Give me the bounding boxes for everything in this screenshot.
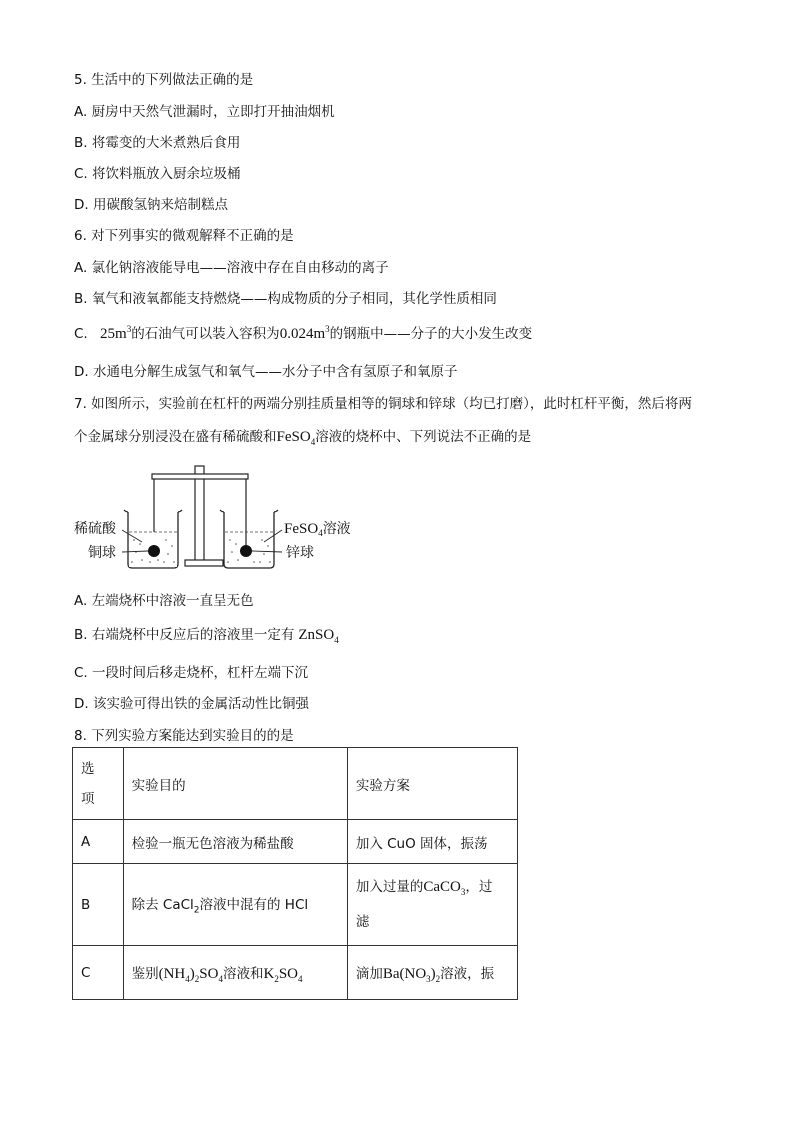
header-plan: 实验方案 xyxy=(347,748,517,820)
label-zinc-ball: 锌球 xyxy=(286,545,314,561)
table-row: B 除去 CaCl$_2$溶液中混有的 HCl 加入过量的CaCO$_3$，过 滤 xyxy=(73,864,518,946)
q5-option-d: D. 用碳酸氢钠来焙制糕点 xyxy=(74,197,228,213)
q6-option-c-end: 的钢瓶中——分子的大小发生改变 xyxy=(329,326,533,342)
q8-table xyxy=(72,747,518,1000)
q5-stem: 5. 生活中的下列做法正确的是 xyxy=(74,72,254,88)
znso4-formula: ZnSO$_4$ xyxy=(298,627,339,645)
label-feso4-solution: FeSO$_4$溶液 xyxy=(284,521,351,538)
q6-option-b: B. 氧气和液氧都能支持燃烧——构成物质的分子相同，其化学性质相同 xyxy=(74,291,497,307)
header-purpose: 实验目的 xyxy=(123,748,347,820)
q7-stem-line1: 7. 如图所示，实验前在杠杆的两端分别挂质量相等的铜球和锌球（均已打磨），此时杠杆平衡，然后将两 xyxy=(74,396,692,412)
q6-option-a: A. 氯化钠溶液能导电——溶液中存在自由移动的离子 xyxy=(74,260,389,276)
header-option: 选 项 xyxy=(73,748,124,820)
q7-stem-line2: 个金属球分别浸没在盛有稀硫酸和FeSO$_4$溶液的烧杯中、下列说法不正确的是 xyxy=(74,429,532,447)
label-dilute-sulfuric-acid: 稀硫酸 xyxy=(74,521,116,537)
q6-option-c-label: C. xyxy=(74,326,88,342)
q7-option-d: D. 该实验可得出铁的金属活动性比铜强 xyxy=(74,696,309,712)
table-row: A 检验一瓶无色溶液为稀盐酸 加入 CuO 固体，振荡 xyxy=(73,820,518,864)
lever-experiment-figure xyxy=(68,462,368,574)
table-row: C 鉴别$(NH_4)_2SO_4$溶液和$K_2SO_4$ 滴加$Ba(NO_3)_2$溶液，振 xyxy=(73,946,518,1000)
q8-stem: 8. 下列实验方案能达到实验目的的是 xyxy=(74,728,294,744)
q6-volume-2: $0.024m^3$ xyxy=(279,324,330,342)
feso4-formula: FeSO$_4$ xyxy=(276,429,316,447)
q6-option-c-mid: 的石油气可以装入容积为 xyxy=(131,326,280,342)
table-header-row xyxy=(73,748,518,820)
q6-option-d: D. 水通电分解生成氢气和氧气——水分子中含有氢原子和氧原子 xyxy=(74,364,458,380)
q5-option-c: C. 将饮料瓶放入厨余垃圾桶 xyxy=(74,166,241,182)
q7-option-b: B. 右端烧杯中反应后的溶液里一定有 ZnSO$_4$ xyxy=(74,627,339,645)
q5-option-b: B. 将霉变的大米煮熟后食用 xyxy=(74,135,241,151)
q6-volume-1: $25m^3$ xyxy=(100,324,132,342)
q7-option-c: C. 一段时间后移走烧杯，杠杆左端下沉 xyxy=(74,665,309,681)
label-copper-ball: 铜球 xyxy=(88,545,116,561)
q7-option-a: A. 左端烧杯中溶液一直呈无色 xyxy=(74,593,254,609)
q5-option-a: A. 厨房中天然气泄漏时，立即打开抽油烟机 xyxy=(74,104,335,120)
q6-stem: 6. 对下列事实的微观解释不正确的是 xyxy=(74,228,294,244)
q6-option-c xyxy=(74,322,532,343)
